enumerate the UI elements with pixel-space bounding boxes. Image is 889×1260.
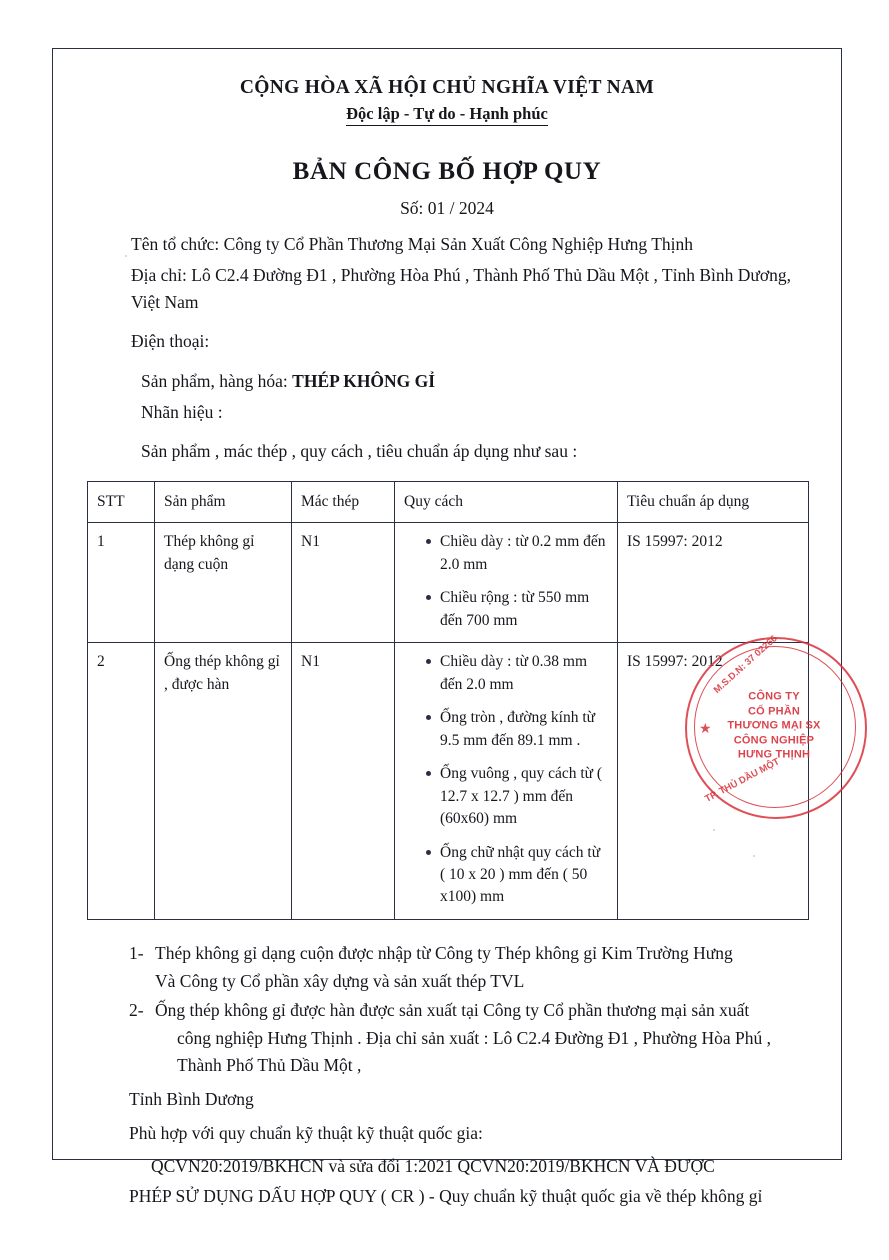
document-page — [52, 48, 842, 1207]
product-label: Sản phẩm, hàng hóa: — [141, 370, 288, 391]
table-header-row — [88, 481, 809, 522]
conformity-line-1: QCVN20:2019/BKHCN và sửa đổi 1:2021 QCVN20:2019/BKHCN VÀ ĐƯỢC — [151, 1156, 715, 1177]
document-number: Số: 01 / 2024 — [400, 198, 494, 218]
national-title: CỘNG HÒA XÃ HỘI CHỦ NGHĨA VIỆT NAM — [239, 77, 655, 98]
spec-table — [87, 481, 809, 920]
stamp-city: TP. THỦ DẦU MỘT — [703, 756, 782, 805]
product-line — [79, 368, 815, 395]
stamp-line-3: THƯƠNG MẠI SX — [727, 719, 821, 732]
col-header-grade: Mác thép — [292, 481, 395, 522]
note-item — [129, 997, 801, 1080]
org-name-value: Công ty Cổ Phần Thương Mại Sản Xuất Công Nghiệp Hưng Thịnh — [223, 234, 694, 254]
cell-specs — [395, 523, 618, 643]
scan-speck — [125, 255, 127, 257]
table-row — [88, 643, 809, 920]
col-header-product: Sản phẩm — [155, 481, 292, 522]
cell-standard: IS 15997: 2012 — [618, 643, 809, 920]
document-body — [53, 49, 841, 1207]
province-line: Tỉnh Bình Dương — [129, 1089, 254, 1110]
col-header-spec: Quy cách — [395, 481, 618, 522]
spec-list — [404, 531, 608, 632]
cell-grade: N1 — [292, 643, 395, 920]
org-name-line — [79, 231, 815, 258]
org-phone-label: Điện thoại: — [131, 331, 210, 352]
spec-list — [404, 651, 608, 909]
org-address-line — [79, 262, 815, 316]
note-line: Thép không gỉ dạng cuộn được nhập từ Công ty Thép không gỉ Kim Trường Hưng — [155, 942, 733, 963]
col-header-stt: STT — [88, 481, 155, 522]
org-address-value: Lô C2.4 Đường Ð1 , Phường Hòa Phú , Thành Phố Thủ Dầu Một , Tỉnh — [191, 265, 695, 286]
scan-speck — [753, 855, 755, 857]
cell-product: Ống thép không gỉ , được hàn — [155, 643, 292, 920]
note-number: 1- — [129, 942, 144, 963]
page-title: BẢN CÔNG BỐ HỢP QUY — [292, 158, 602, 185]
note-body — [155, 940, 801, 995]
org-name-label: Tên tổ chức: — [131, 234, 220, 254]
conformity-lead: Phù hợp với quy chuẩn kỹ thuật kỹ thuật quốc gia: — [129, 1122, 483, 1143]
table-row — [88, 523, 809, 643]
spec-item: Chiều rộng : từ 550 mm đến 700 mm — [426, 587, 608, 632]
product-value: THÉP KHÔNG GỈ — [292, 370, 436, 391]
spec-item: Ống chữ nhật quy cách từ ( 10 x 20 ) mm đến ( 50 x100) mm — [426, 842, 608, 909]
notes-section — [79, 940, 815, 1211]
national-motto-text: Độc lập - Tự do - Hạnh phúc — [346, 104, 548, 126]
org-address-label: Địa chỉ: — [131, 265, 187, 286]
spec-table-wrapper — [79, 481, 815, 920]
col-header-standard: Tiêu chuẩn áp dụng — [618, 481, 809, 522]
specs-intro: Sản phẩm , mác thép , quy cách , tiêu chuẩn áp dụng như sau : — [141, 440, 578, 461]
stamp-registration-number: M.S.D.N: 37 02266 — [711, 633, 780, 696]
note-number: 2- — [129, 1000, 144, 1021]
note-item — [129, 940, 801, 995]
note-body — [155, 997, 801, 1080]
brand-label: Nhãn hiệu : — [141, 401, 223, 422]
spec-item: Ống tròn , đường kính từ 9.5 mm đến 89.1 mm . — [426, 707, 608, 752]
org-phone-line — [79, 328, 815, 355]
cell-product: Thép không gỉ dạng cuộn — [155, 523, 292, 643]
cell-stt: 2 — [88, 643, 155, 920]
cell-stt: 1 — [88, 523, 155, 643]
stamp-line-2: CỔ PHẦN — [747, 705, 801, 718]
note-line: Thành Phố Thủ Dầu Một , — [177, 1055, 362, 1076]
note-line: công nghiệp Hưng Thịnh . Địa chỉ sản xuất : Lô C2.4 Đường Ð1 , Phường Hòa Phú , — [177, 1027, 771, 1048]
cell-standard: IS 15997: 2012 — [618, 523, 809, 643]
spec-item: Chiều dày : từ 0.38 mm đến 2.0 mm — [426, 651, 608, 696]
national-motto — [79, 104, 815, 124]
cell-specs — [395, 643, 618, 920]
note-line: Ống thép không gỉ được hàn được sản xuất tại Công ty Cổ phần thương mại sản xuất — [155, 1000, 750, 1021]
brand-line — [79, 399, 815, 426]
cell-grade: N1 — [292, 523, 395, 643]
conformity-line-2: PHÉP SỬ DỤNG DẤU HỢP QUY ( CR ) - Quy chuẩn kỹ thuật quốc gia về thép không gỉ — [129, 1186, 763, 1207]
scan-speck — [713, 829, 715, 831]
org-address-value-2: Bình Dương, Việt Nam — [131, 265, 791, 313]
spec-item: Chiều dày : từ 0.2 mm đến 2.0 mm — [426, 531, 608, 576]
stamp-line-4: CÔNG NGHIỆP — [733, 734, 815, 747]
stamp-line-5: HƯNG THỊNH — [737, 748, 811, 761]
spec-item: Ống vuông , quy cách từ ( 12.7 x 12.7 ) mm đến (60x60) mm — [426, 763, 608, 830]
stamp-star-icon: ★ — [699, 722, 712, 737]
stamp-line-1: CÔNG TY — [748, 690, 800, 703]
note-line: Và Công ty Cổ phần xây dựng và sản xuất thép TVL — [155, 970, 525, 991]
